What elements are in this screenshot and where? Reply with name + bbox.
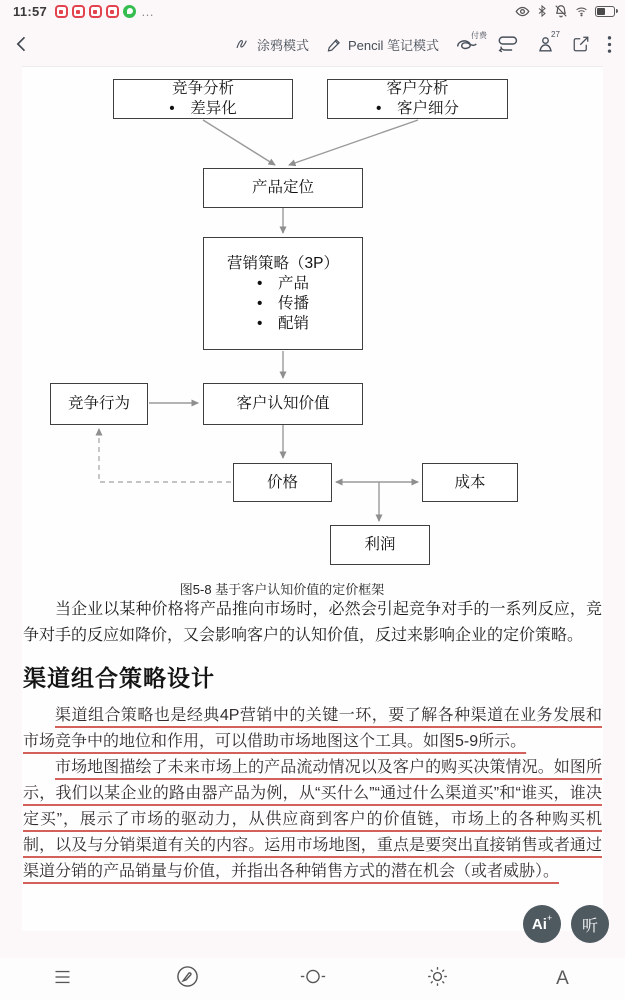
members-button[interactable] xyxy=(536,29,560,54)
pricing-framework-diagram xyxy=(22,67,542,597)
diagram-box-price xyxy=(233,463,332,502)
clock: 11:57 xyxy=(13,3,48,19)
app-badge-icon xyxy=(55,5,68,18)
box-bullet: • 产品 xyxy=(257,274,309,294)
bluetooth-icon xyxy=(536,4,548,18)
document-page[interactable] xyxy=(22,66,603,931)
more-notifications-icon: … xyxy=(141,3,156,19)
pencil-icon xyxy=(326,36,343,53)
font-settings-button[interactable] xyxy=(543,963,583,995)
bottom-toolbar xyxy=(0,958,625,1000)
diagram-box-marketing-strategy xyxy=(203,237,363,350)
body-text xyxy=(23,597,602,885)
box-title: 客户分析 xyxy=(386,80,449,97)
box-title: 营销策略（3P） xyxy=(227,254,339,272)
section-heading: 渠道组合策略设计 xyxy=(23,666,215,691)
scribble-icon xyxy=(234,36,252,52)
underlined-paragraph: 市场地图描绘了未来市场上的产品流动情况以及客户的购买决策情况。如图所示，我们以某企业的路由器产品为例，从“买什么”“通过什么渠道买”和“谁买，谁决定买”，展示了市场的驱动力，从供应商到客户的价值链，市场上的各种购买机制，以及与分销渠道有关的内容。运用市场地图，重点是要突出直接销售或者通过渠道分销的产品销量与价值，并指出各种销售方式的潜在机会（或者威胁）。 xyxy=(23,759,602,880)
card-stack-icon xyxy=(495,34,519,54)
pencil-mode-label: Pencil 笔记模式 xyxy=(347,37,439,53)
eye-protection-icon xyxy=(515,4,530,19)
more-menu-button[interactable] xyxy=(607,35,612,54)
box-title: 利润 xyxy=(364,536,396,553)
notification-badges xyxy=(55,5,136,18)
diagram-box-profit xyxy=(330,525,430,565)
app-badge-icon xyxy=(106,5,119,18)
listen-button[interactable] xyxy=(571,905,609,943)
kebab-menu-icon xyxy=(607,35,612,54)
annotation-pen-button[interactable] xyxy=(168,963,208,995)
box-bullet: • 差异化 xyxy=(169,99,236,119)
box-title: 竞争行为 xyxy=(67,395,130,412)
paid-badge: 付费 xyxy=(471,31,487,40)
diagram-box-competitive-behavior xyxy=(50,383,148,425)
box-bullet: • 配销 xyxy=(257,314,309,334)
doodle-mode-label: 涂鸦模式 xyxy=(256,37,309,53)
box-title: 价格 xyxy=(266,473,298,491)
doodle-mode-button[interactable] xyxy=(234,35,309,54)
diagram-box-product-positioning xyxy=(203,168,363,208)
box-bullet: • 传播 xyxy=(257,294,309,314)
ai-assistant-button[interactable] xyxy=(523,905,561,943)
listen-button-label: 听 xyxy=(581,917,598,935)
box-bullet: • 客户细分 xyxy=(376,99,459,119)
brightness-button[interactable] xyxy=(418,963,458,995)
reading-progress-button[interactable] xyxy=(293,963,333,995)
share-button[interactable] xyxy=(572,35,590,53)
plus-sparkle-icon: + xyxy=(546,913,553,923)
wechat-badge-icon xyxy=(123,5,136,18)
reader-toolbar xyxy=(0,22,625,66)
member-count-badge: 27 xyxy=(551,29,560,39)
diagram-box-competition-analysis xyxy=(113,79,293,119)
brightness-icon xyxy=(427,966,448,992)
app-badge-icon xyxy=(89,5,102,18)
notifications-off-icon xyxy=(554,4,568,18)
box-title: 竞争分析 xyxy=(171,80,234,97)
figure-caption: 图5-8 基于客户认知价值的定价框架 xyxy=(179,582,385,597)
ai-button-label: Ai xyxy=(531,915,547,933)
wifi-icon xyxy=(574,5,589,18)
card-stack-button[interactable] xyxy=(495,34,519,54)
status-bar xyxy=(0,0,625,22)
pencil-note-mode-button[interactable] xyxy=(326,35,439,54)
box-title: 客户认知价值 xyxy=(236,395,330,412)
font-settings-label: A xyxy=(556,968,569,989)
lasso-select-button[interactable] xyxy=(456,31,487,53)
box-title: 成本 xyxy=(454,473,486,491)
diagram-box-customer-analysis xyxy=(327,79,508,119)
status-icons xyxy=(515,4,615,19)
contents-button[interactable] xyxy=(43,963,83,995)
underlined-paragraph: 渠道组合策略也是经典4P营销中的关键一环，要了解各种渠道在业务发展和市场竞争中的地位和作用，可以借助市场地图这个工具。如图5-9所示。 xyxy=(23,707,602,750)
diagram-box-cost xyxy=(422,463,518,502)
diagram-box-customer-perceived-value xyxy=(203,383,363,425)
battery-icon xyxy=(595,6,615,17)
share-icon xyxy=(572,35,590,53)
menu-icon xyxy=(53,970,72,989)
back-button[interactable] xyxy=(12,34,32,54)
box-title: 产品定位 xyxy=(251,179,314,196)
paragraph: 当企业以某种价格将产品推向市场时，必然会引起竞争对手的一系列反应，竞争对手的反应如降价，又会影响客户的认知价值，反过来影响企业的定价策略。 xyxy=(23,601,602,644)
progress-slider-icon xyxy=(300,968,326,990)
pen-circle-icon xyxy=(176,965,199,993)
app-badge-icon xyxy=(72,5,85,18)
